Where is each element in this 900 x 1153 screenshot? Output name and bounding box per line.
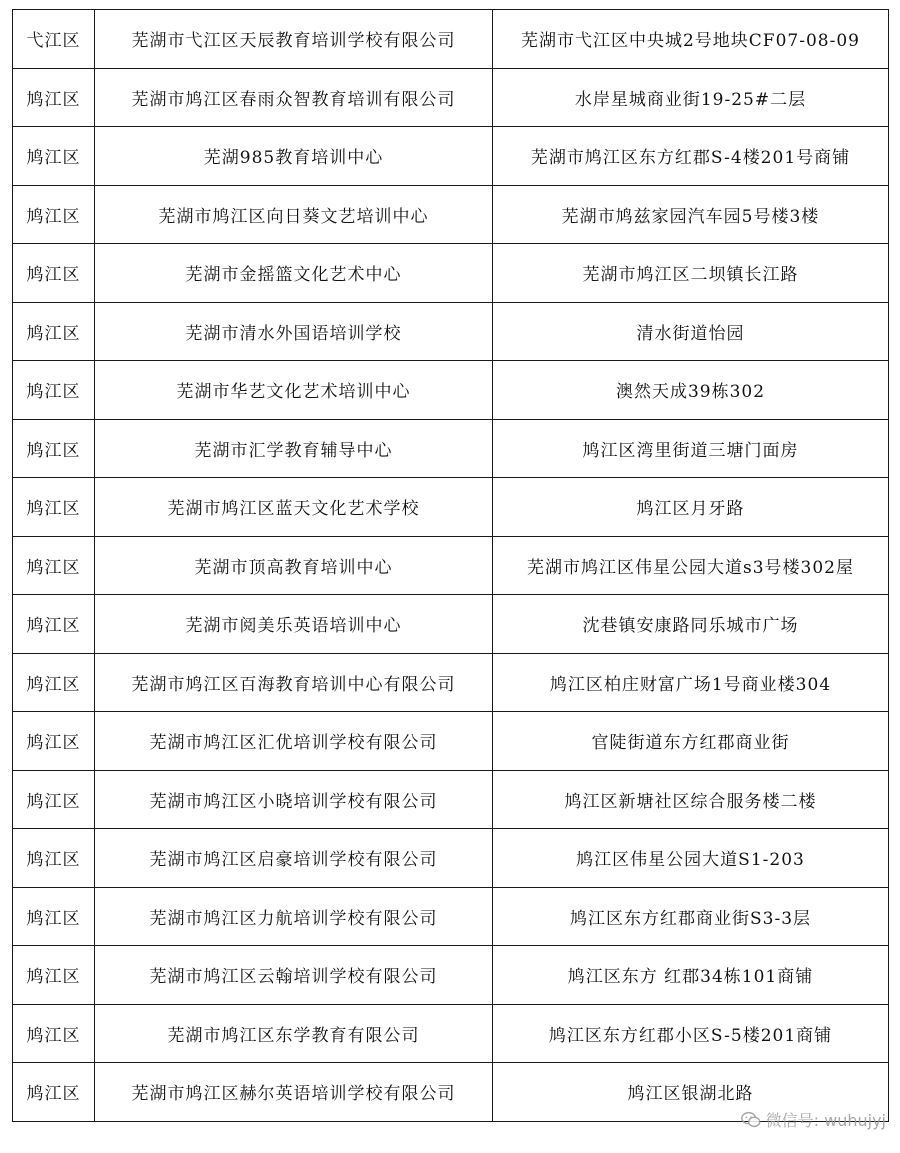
district-cell: 弋江区 [13, 10, 95, 69]
school-name-cell: 芜湖市鸠江区春雨众智教育培训有限公司 [95, 68, 493, 127]
table-row [13, 1004, 889, 1063]
district-cell: 鸠江区 [13, 887, 95, 946]
district-cell: 鸠江区 [13, 127, 95, 186]
address-cell: 鸠江区银湖北路 [493, 1063, 889, 1122]
district-cell: 鸠江区 [13, 829, 95, 888]
address-cell: 鸠江区月牙路 [493, 478, 889, 537]
school-name-cell: 芜湖985教育培训中心 [95, 127, 493, 186]
watermark-text: 微信号: wuhujyj [765, 1111, 886, 1130]
school-name-cell: 芜湖市鸠江区百海教育培训中心有限公司 [95, 653, 493, 712]
district-cell: 鸠江区 [13, 244, 95, 303]
school-name-cell: 芜湖市汇学教育辅导中心 [95, 419, 493, 478]
table-row [13, 185, 889, 244]
table-row [13, 419, 889, 478]
table-row [13, 302, 889, 361]
school-name-cell: 芜湖市清水外国语培训学校 [95, 302, 493, 361]
table-row [13, 595, 889, 654]
address-cell: 澳然天成39栋302 [493, 361, 889, 420]
table-row [13, 127, 889, 186]
district-cell: 鸠江区 [13, 419, 95, 478]
district-cell: 鸠江区 [13, 653, 95, 712]
table-row [13, 653, 889, 712]
address-cell: 鸠江区伟星公园大道S1-203 [493, 829, 889, 888]
address-cell: 芜湖市鸠兹家园汽车园5号楼3楼 [493, 185, 889, 244]
district-cell: 鸠江区 [13, 185, 95, 244]
school-name-cell: 芜湖市鸠江区小晓培训学校有限公司 [95, 770, 493, 829]
school-name-cell: 芜湖市阅美乐英语培训中心 [95, 595, 493, 654]
school-name-cell: 芜湖市鸠江区力航培训学校有限公司 [95, 887, 493, 946]
district-cell: 鸠江区 [13, 478, 95, 537]
district-cell: 鸠江区 [13, 770, 95, 829]
table-row [13, 946, 889, 1005]
school-name-cell: 芜湖市鸠江区云翰培训学校有限公司 [95, 946, 493, 1005]
table-row [13, 10, 889, 69]
table-row [13, 712, 889, 771]
table-row [13, 829, 889, 888]
address-cell: 官陡街道东方红郡商业街 [493, 712, 889, 771]
watermark [740, 1108, 886, 1131]
wechat-icon [740, 1109, 762, 1131]
district-cell: 鸠江区 [13, 302, 95, 361]
table-row [13, 770, 889, 829]
district-cell: 鸠江区 [13, 712, 95, 771]
district-cell: 鸠江区 [13, 1004, 95, 1063]
district-cell: 鸠江区 [13, 1063, 95, 1122]
school-name-cell: 芜湖市鸠江区东学教育有限公司 [95, 1004, 493, 1063]
address-cell: 鸠江区东方红郡小区S-5楼201商铺 [493, 1004, 889, 1063]
address-cell: 鸠江区柏庄财富广场1号商业楼304 [493, 653, 889, 712]
school-name-cell: 芜湖市金摇篮文化艺术中心 [95, 244, 493, 303]
address-cell: 芜湖市鸠江区伟星公园大道s3号楼302屋 [493, 536, 889, 595]
table-row [13, 887, 889, 946]
school-name-cell: 芜湖市鸠江区蓝天文化艺术学校 [95, 478, 493, 537]
address-cell: 鸠江区新塘社区综合服务楼二楼 [493, 770, 889, 829]
schools-table [12, 9, 889, 1122]
table-row [13, 478, 889, 537]
table-row [13, 536, 889, 595]
district-cell: 鸠江区 [13, 595, 95, 654]
district-cell: 鸠江区 [13, 536, 95, 595]
district-cell: 鸠江区 [13, 361, 95, 420]
address-cell: 鸠江区东方 红郡34栋101商铺 [493, 946, 889, 1005]
address-cell: 鸠江区湾里街道三塘门面房 [493, 419, 889, 478]
table-body [13, 10, 889, 1122]
table-row [13, 361, 889, 420]
address-cell: 清水街道怡园 [493, 302, 889, 361]
district-cell: 鸠江区 [13, 68, 95, 127]
table-row [13, 68, 889, 127]
address-cell: 芜湖市弋江区中央城2号地块CF07-08-09 [493, 10, 889, 69]
table-row [13, 244, 889, 303]
address-cell: 鸠江区东方红郡商业街S3-3层 [493, 887, 889, 946]
address-cell: 芜湖市鸠江区东方红郡S-4楼201号商铺 [493, 127, 889, 186]
district-cell: 鸠江区 [13, 946, 95, 1005]
address-cell: 芜湖市鸠江区二坝镇长江路 [493, 244, 889, 303]
school-name-cell: 芜湖市华艺文化艺术培训中心 [95, 361, 493, 420]
address-cell: 沈巷镇安康路同乐城市广场 [493, 595, 889, 654]
school-name-cell: 芜湖市鸠江区启豪培训学校有限公司 [95, 829, 493, 888]
school-name-cell: 芜湖市弋江区天辰教育培训学校有限公司 [95, 10, 493, 69]
school-name-cell: 芜湖市鸠江区赫尔英语培训学校有限公司 [95, 1063, 493, 1122]
address-cell: 水岸星城商业街19-25#二层 [493, 68, 889, 127]
school-name-cell: 芜湖市鸠江区向日葵文艺培训中心 [95, 185, 493, 244]
school-name-cell: 芜湖市顶高教育培训中心 [95, 536, 493, 595]
school-name-cell: 芜湖市鸠江区汇优培训学校有限公司 [95, 712, 493, 771]
